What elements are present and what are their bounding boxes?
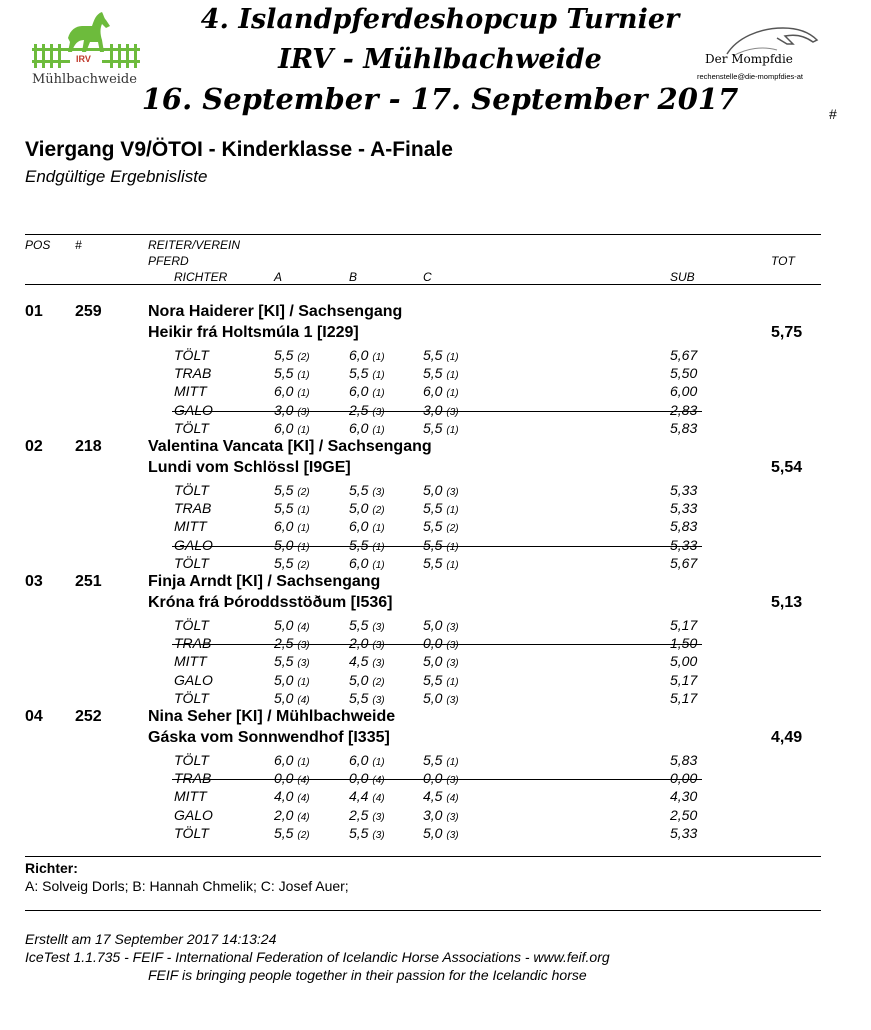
mompfdie-email: rechenstelle@die-mompfdies-at [697,72,803,81]
score-b-rank: (1) [372,541,385,553]
score-a [274,420,310,436]
entry-horse: Lundi vom Schlössl [I9GE] [148,459,351,476]
score-a-value: 6,0 [274,383,294,400]
footer-rule [25,910,821,911]
score-b [349,500,385,516]
score-c-value: 5,5 [423,500,443,517]
entry-rider: Nina Seher [KI] / Mühlbachweide [148,708,396,725]
score-a [274,518,310,534]
score-a-rank: (4) [297,694,310,706]
score-b [349,807,385,823]
score-a-rank: (2) [297,829,310,841]
score-b [349,383,385,399]
score-a [274,672,310,688]
score-b-value: 2,0 [349,635,369,652]
score-c-value: 5,5 [423,554,443,571]
score-c [423,482,459,498]
score-b-rank: (3) [372,829,385,841]
event-title: 4. Islandpferdeshopcup Turnier [200,4,680,35]
score-b [349,402,385,418]
score-b [349,617,385,633]
judges-rule [25,856,821,857]
score-a-rank: (4) [297,622,310,633]
score-sub: 5,83 [670,752,698,768]
score-b-value: 4,5 [349,653,369,670]
score-a-rank: (1) [297,370,310,382]
score-c [423,617,459,633]
score-c-value: 5,5 [423,518,443,535]
col-horse: PFERD [148,254,189,268]
score-b-value: 5,0 [349,671,369,688]
event-venue: IRV - Mühlbachweide [278,44,602,75]
score-b-rank: (1) [372,352,385,363]
gait-label: MITT [174,518,207,535]
score-a-rank: (1) [297,523,310,535]
score-a-rank: (1) [297,757,310,768]
gait-label: TRAB [174,770,212,787]
col-num: # [75,238,82,252]
score-a-rank: (3) [297,406,310,418]
entry-total: 5,13 [771,594,803,611]
score-b [349,518,385,534]
gait-label: TRAB [174,500,212,517]
score-c-value: 5,0 [423,689,443,706]
entry-horse: Gáska vom Sonnwendhof [I335] [148,729,390,746]
score-b [349,770,385,786]
strike-line [172,644,702,645]
score-a-rank: (1) [297,388,310,400]
score-b-value: 4,4 [349,788,369,805]
score-b [349,635,385,651]
score-a-rank: (4) [297,793,310,805]
score-b-value: 6,0 [349,554,369,571]
col-c: C [423,270,432,284]
score-c [423,807,459,823]
score-a-value: 5,5 [274,482,294,498]
score-b-rank: (1) [372,388,385,400]
gait-label: TRAB [174,365,212,382]
score-c-rank: (3) [446,487,459,498]
gait-label: TÖLT [174,689,209,706]
entry-num: 259 [75,303,102,320]
score-c-rank: (1) [446,757,459,768]
entry-pos: 01 [25,303,43,320]
score-b-rank: (3) [372,640,385,652]
score-a-rank: (2) [297,352,310,363]
gait-label: TÖLT [174,554,209,571]
gait-label: TÖLT [174,347,209,363]
score-b-value: 2,5 [349,401,369,418]
score-sub: 5,33 [670,500,698,517]
score-b-rank: (1) [372,523,385,535]
gait-label: MITT [174,788,207,805]
score-c-value: 5,5 [423,536,443,553]
score-sub: 5,33 [670,536,698,553]
score-b-rank: (1) [372,370,385,382]
score-c [423,518,459,534]
score-c [423,555,459,571]
score-a [274,653,310,669]
score-a-value: 5,0 [274,689,294,706]
score-sub: 5,83 [670,518,698,535]
score-b-value: 6,0 [349,518,369,535]
score-a [274,770,310,786]
score-b-value: 5,0 [349,500,369,517]
score-b [349,482,385,498]
score-c-rank: (3) [446,640,459,652]
score-c-rank: (1) [446,370,459,382]
score-c [423,365,459,381]
created-timestamp: Erstellt am 17 September 2017 14:13:24 [25,931,277,947]
entry-horse: Heikir frá Holtsmúla 1 [I229] [148,324,359,341]
score-a-value: 4,0 [274,788,294,805]
score-a-value: 6,0 [274,419,294,436]
score-a-rank: (4) [297,811,310,823]
score-c-rank: (3) [446,775,459,787]
score-sub: 1,50 [670,635,698,652]
score-c-rank: (3) [446,811,459,823]
entry-rider: Finja Arndt [KI] / Sachsengang [148,573,381,590]
score-a [274,365,310,381]
entry-rider: Nora Haiderer [KI] / Sachsengang [148,303,403,320]
score-c [423,420,459,436]
score-c [423,383,459,399]
score-sub: 5,33 [670,482,698,498]
score-c-value: 3,0 [423,401,443,418]
score-b-value: 6,0 [349,383,369,400]
score-c-value: 5,5 [423,671,443,688]
score-c-rank: (1) [446,559,459,571]
score-a [274,500,310,516]
score-c-rank: (2) [446,523,459,535]
strike-line [172,779,702,780]
score-b-rank: (3) [372,658,385,670]
score-a-value: 6,0 [274,518,294,535]
score-c-value: 5,5 [423,752,443,768]
score-b-value: 2,5 [349,806,369,823]
col-judge: RICHTER [174,270,228,284]
score-a-rank: (2) [297,487,310,498]
score-c-value: 5,5 [423,347,443,363]
score-a-rank: (1) [297,676,310,688]
score-a-rank: (1) [297,541,310,553]
entry-pos: 04 [25,708,43,725]
score-c [423,500,459,516]
score-b-rank: (3) [372,622,385,633]
score-c-rank: (1) [446,505,459,517]
score-b [349,653,385,669]
gait-label: TÖLT [174,617,209,633]
score-a [274,537,310,553]
score-c-value: 5,0 [423,824,443,841]
score-c-rank: (3) [446,406,459,418]
score-sub: 5,17 [670,671,698,688]
gait-label: TÖLT [174,482,209,498]
score-c [423,653,459,669]
score-c [423,690,459,706]
score-c [423,635,459,651]
score-b-value: 6,0 [349,419,369,436]
score-b-rank: (2) [372,676,385,688]
score-b-rank: (4) [372,793,385,805]
score-sub: 2,50 [670,806,698,823]
score-b-value: 5,5 [349,824,369,841]
score-a-rank: (1) [297,505,310,517]
score-b-rank: (3) [372,487,385,498]
score-a-value: 5,0 [274,671,294,688]
header-rule-top [25,234,821,235]
score-b [349,825,385,841]
score-c [423,537,459,553]
score-c-rank: (1) [446,541,459,553]
score-b-value: 5,5 [349,365,369,382]
score-a [274,807,310,823]
gait-label: GALO [174,671,213,688]
col-sub: SUB [670,270,695,284]
col-b: B [349,270,358,284]
score-c [423,402,459,418]
score-a [274,402,310,418]
score-c-value: 0,0 [423,770,443,787]
gait-label: MITT [174,653,207,670]
col-pos: POS [25,238,51,252]
score-c-rank: (3) [446,829,459,841]
score-c-value: 3,0 [423,806,443,823]
score-a-value: 5,5 [274,347,294,363]
score-a [274,752,310,768]
score-c-rank: (3) [446,694,459,706]
score-a [274,788,310,804]
score-b [349,420,385,436]
irv-logo-text: Mühlbachweide [32,72,137,87]
entry-num: 218 [75,438,102,455]
score-a-value: 0,0 [274,770,294,787]
score-sub: 5,17 [670,689,698,706]
score-c-value: 5,5 [423,365,443,382]
strike-line [172,546,702,547]
gait-label: TÖLT [174,419,209,436]
irv-badge: IRV [76,54,91,64]
score-a-value: 5,0 [274,536,294,553]
score-c [423,752,459,768]
score-a-value: 5,5 [274,554,294,571]
score-a [274,347,310,363]
score-b [349,365,385,381]
score-a-value: 3,0 [274,401,294,418]
score-c-rank: (4) [446,793,459,805]
mompfdie-name: Der Mompfdie [705,52,793,66]
score-a-rank: (3) [297,640,310,652]
score-b-value: 0,0 [349,770,369,787]
score-a-value: 5,5 [274,653,294,670]
score-b [349,672,385,688]
score-b-rank: (3) [372,811,385,823]
score-a-value: 5,5 [274,500,294,517]
score-c-value: 5,0 [423,617,443,633]
score-c-value: 5,0 [423,653,443,670]
header-rule-bottom [25,284,821,285]
score-b [349,788,385,804]
score-b-value: 5,5 [349,536,369,553]
gait-label: GALO [174,806,213,823]
score-b-value: 5,5 [349,617,369,633]
event-dates: 16. September - 17. September 2017 [141,82,739,116]
score-c-value: 4,5 [423,788,443,805]
score-b [349,555,385,571]
score-a [274,690,310,706]
score-sub: 5,83 [670,419,698,436]
entry-horse: Króna frá Þóroddsstöðum [I536] [148,594,393,611]
score-a-value: 2,5 [274,635,294,652]
score-sub: 4,30 [670,788,698,805]
page-title: Viergang V9/ÖTOI - Kinderklasse - A-Finale [25,138,453,161]
score-sub: 5,33 [670,824,698,841]
score-a [274,555,310,571]
score-c [423,672,459,688]
feif-slogan: FEIF is bringing people together in their passion for the Icelandic horse [148,967,587,983]
score-a [274,635,310,651]
score-a-value: 5,0 [274,617,294,633]
score-c [423,347,459,363]
col-a: A [274,270,283,284]
entry-total: 5,54 [771,459,803,476]
score-sub: 5,67 [670,347,698,363]
score-c-rank: (3) [446,658,459,670]
col-tot: TOT [771,254,795,268]
entry-pos: 03 [25,573,43,590]
score-c-rank: (1) [446,352,459,363]
score-sub: 6,00 [670,383,698,400]
score-a-rank: (2) [297,559,310,571]
score-a-value: 5,5 [274,824,294,841]
score-b-rank: (1) [372,559,385,571]
score-c-value: 5,0 [423,482,443,498]
score-c [423,825,459,841]
entry-num: 252 [75,708,102,725]
score-sub: 2,83 [670,401,698,418]
score-sub: 5,00 [670,653,698,670]
score-a-value: 2,0 [274,806,294,823]
score-c-rank: (1) [446,388,459,400]
score-b-value: 6,0 [349,752,369,768]
score-b [349,752,385,768]
score-sub: 0,00 [670,770,698,787]
entry-num: 251 [75,573,102,590]
score-a [274,383,310,399]
gait-label: MITT [174,383,207,400]
score-c-rank: (3) [446,622,459,633]
col-rider-club: REITER/VEREIN [148,238,241,252]
score-a-rank: (3) [297,658,310,670]
score-c-rank: (1) [446,424,459,436]
gait-label: GALO [174,536,213,553]
score-sub: 5,17 [670,617,698,633]
software-credit: IceTest 1.1.735 - FEIF - International Federation of Icelandic Horse Associations - www.feif.org [25,949,610,965]
score-b-value: 5,5 [349,482,369,498]
score-b-rank: (4) [372,775,385,787]
hash-mark: # [829,106,837,122]
score-b-rank: (1) [372,757,385,768]
score-b-rank: (3) [372,406,385,418]
score-c-value: 0,0 [423,635,443,652]
strike-line [172,411,702,412]
gait-label: GALO [174,401,213,418]
score-b-value: 6,0 [349,347,369,363]
entry-pos: 02 [25,438,43,455]
score-b-rank: (1) [372,424,385,436]
score-c-value: 6,0 [423,383,443,400]
gait-label: TÖLT [174,824,209,841]
score-a [274,825,310,841]
gait-label: TRAB [174,635,212,652]
score-a-rank: (1) [297,424,310,436]
score-a [274,617,310,633]
entry-total: 5,75 [771,324,803,341]
score-c-value: 5,5 [423,419,443,436]
score-a-value: 5,5 [274,365,294,382]
score-b [349,690,385,706]
score-sub: 5,50 [670,365,698,382]
score-a-rank: (4) [297,775,310,787]
entry-total: 4,49 [771,729,803,746]
entry-rider: Valentina Vancata [KI] / Sachsengang [148,438,432,455]
judges-heading: Richter: [25,860,78,876]
gait-label: TÖLT [174,752,209,768]
score-c [423,788,459,804]
score-b [349,537,385,553]
score-b-rank: (3) [372,694,385,706]
score-b [349,347,385,363]
score-a-value: 6,0 [274,752,294,768]
score-b-rank: (2) [372,505,385,517]
score-c [423,770,459,786]
page-subtitle: Endgültige Ergebnisliste [25,167,208,186]
score-a [274,482,310,498]
score-b-value: 5,5 [349,689,369,706]
score-c-rank: (1) [446,676,459,688]
judges-list: A: Solveig Dorls; B: Hannah Chmelik; C: Josef Auer; [25,878,349,894]
score-sub: 5,67 [670,554,698,571]
